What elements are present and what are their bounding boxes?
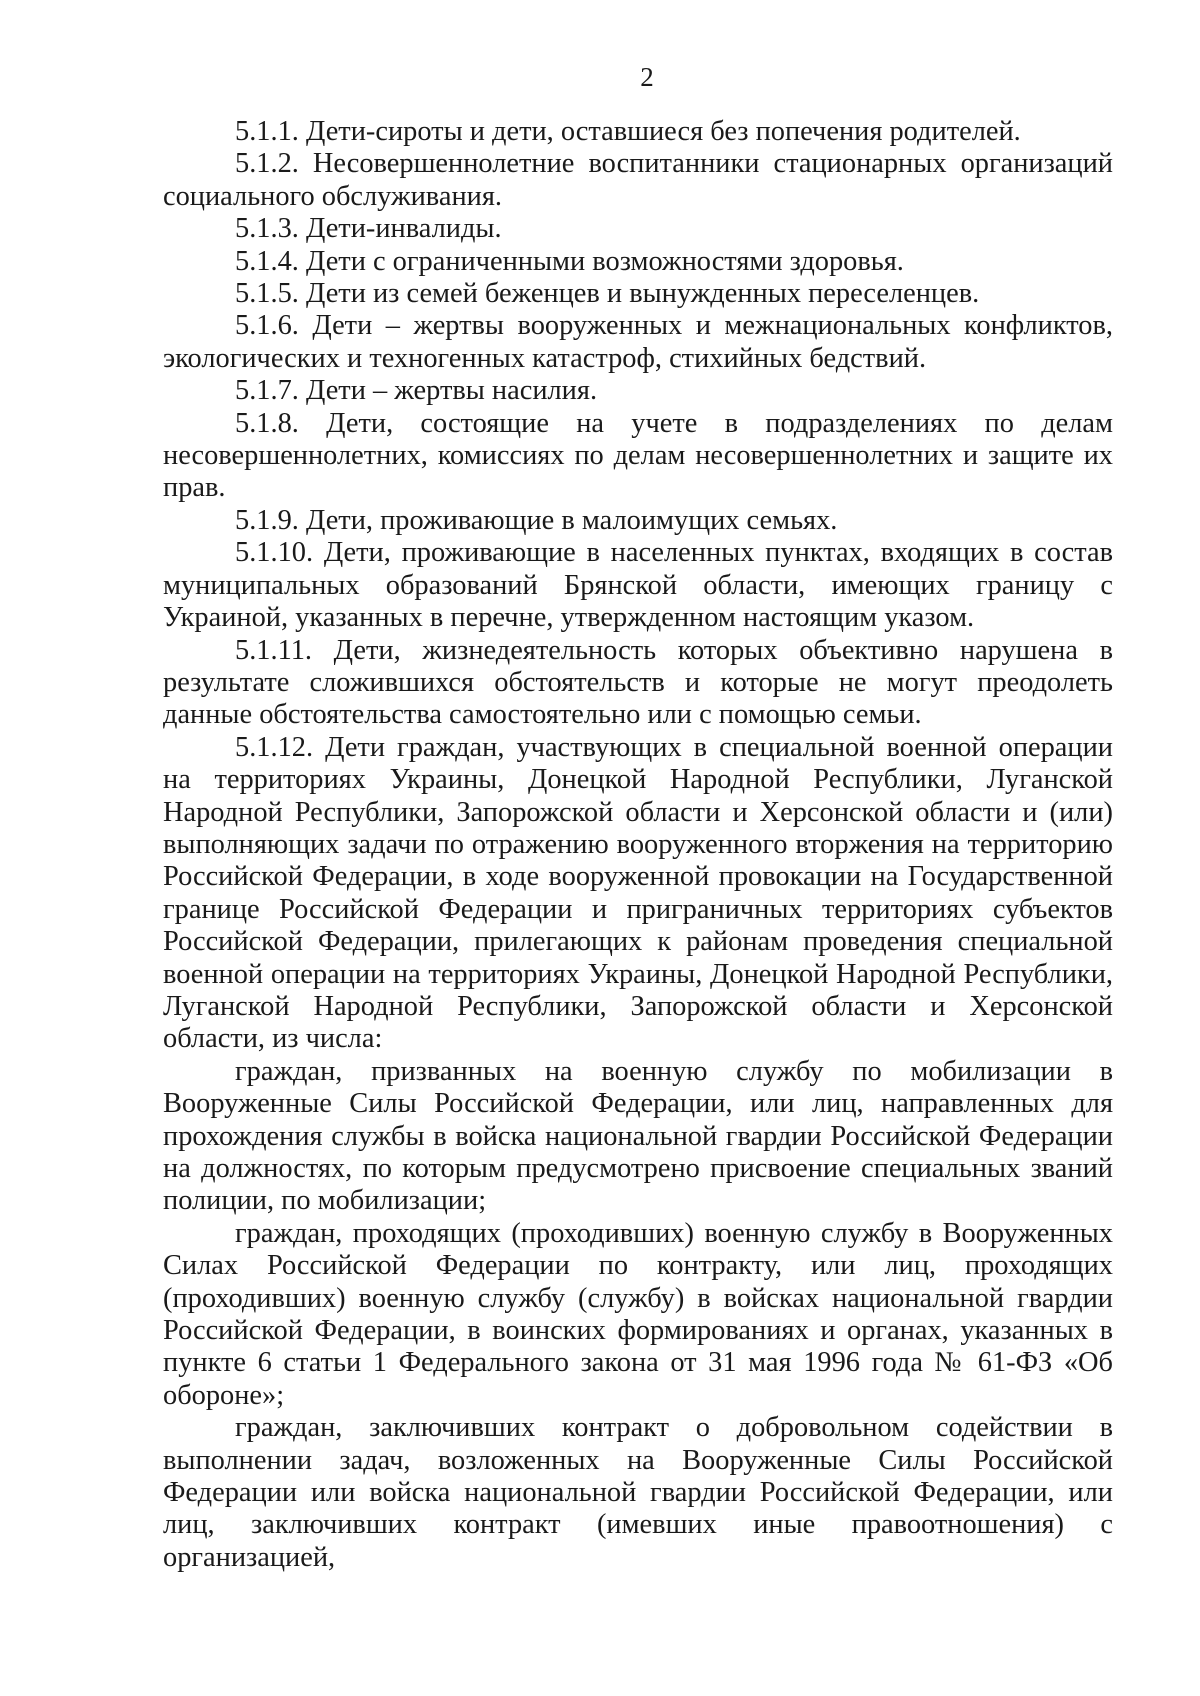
paragraph-5-1-3: 5.1.3. Дети-инвалиды. [235, 213, 502, 245]
paragraph-5-1-9: 5.1.9. Дети, проживающие в малоимущих семьях. [235, 504, 838, 536]
paragraph-5-1-5: 5.1.5. Дети из семей беженцев и вынужденных переселенцев. [235, 278, 980, 310]
page-number: 2 [640, 62, 654, 92]
paragraph-5-1-6: 5.1.6. Дети – жертвы вооруженных и межнациональных конфликтов, экологических и техногенных катастроф, стихийных бедствий. [163, 310, 1113, 374]
document-page [163, 62, 1113, 1574]
paragraph-5-1-1: 5.1.1. Дети-сироты и дети, оставшиеся без попечения родителей. [235, 116, 1021, 147]
paragraph-5-1-7: 5.1.7. Дети – жертвы насилия. [235, 375, 598, 407]
paragraph-5-1-2: 5.1.2. Несовершеннолетние воспитанники стационарных организаций социального обслуживания. [163, 148, 1113, 212]
paragraph-5-1-12: 5.1.12. Дети граждан, участвующих в специальной военной операции на территориях Украины, Донецкой Народной Республики, Луганской Народной Республики, Запорожской области и Херсонской области и (или) выполняющих задачи по отражению вооруженного вторжения на территорию Российской Федерации, в ходе вооруженной провокации на Государственной границе Российской Федерации и приграничных территориях субъектов Российской Федерации, прилегающих к районам проведения специальной военной операции на территориях Украины, Донецкой Народной Республики, Луганской Народной Республики, Запорожской области и Херсонской области, из числа: [163, 731, 1113, 1055]
paragraph-mobilized-citizens: граждан, призванных на военную службу по мобилизации в Вооруженные Силы Российской Федерации, или лиц, направленных для прохождения службы в войска национальной гвардии Российской Федерации на должностях, по которым предусмотрено присвоение специальных званий полиции, по мобилизации; [163, 1055, 1113, 1217]
paragraph-5-1-4: 5.1.4. Дети с ограниченными возможностями здоровья. [235, 245, 904, 277]
paragraph-5-1-10: 5.1.10. Дети, проживающие в населенных пунктах, входящих в состав муниципальных образований Брянской области, имеющих границу с Украиной, указанных в перечне, утвержденном настоящим указом. [163, 537, 1113, 634]
paragraph-volunteer-contracts: граждан, заключивших контракт о добровольном содействии в выполнении задач, возложенных на Вооруженные Силы Российской Федерации или войска национальной гвардии Российской Федерации, или лиц, заключивших контракт (имевших иные правоотношения) с организацией, [163, 1412, 1113, 1573]
paragraph-5-1-8: 5.1.8. Дети, состоящие на учете в подразделениях по делам несовершеннолетних, комиссиях по делам несовершеннолетних и защите их прав. [163, 407, 1113, 504]
paragraph-5-1-11: 5.1.11. Дети, жизнедеятельность которых объективно нарушена в результате сложившихся обстоятельств и которые не могут преодолеть данные обстоятельства самостоятельно или с помощью семьи. [163, 634, 1113, 731]
paragraph-contract-servicemen: граждан, проходящих (проходивших) военную службу в Вооруженных Силах Российской Федерации по контракту, или лиц, проходящих (проходивших) военную службу (службу) в войсках национальной гвардии Российской Федерации, в воинских формированиях и органах, указанных в пункте 6 статьи 1 Федерального закона от 31 мая 1996 года № 61-ФЗ «Об обороне»; [163, 1217, 1113, 1411]
